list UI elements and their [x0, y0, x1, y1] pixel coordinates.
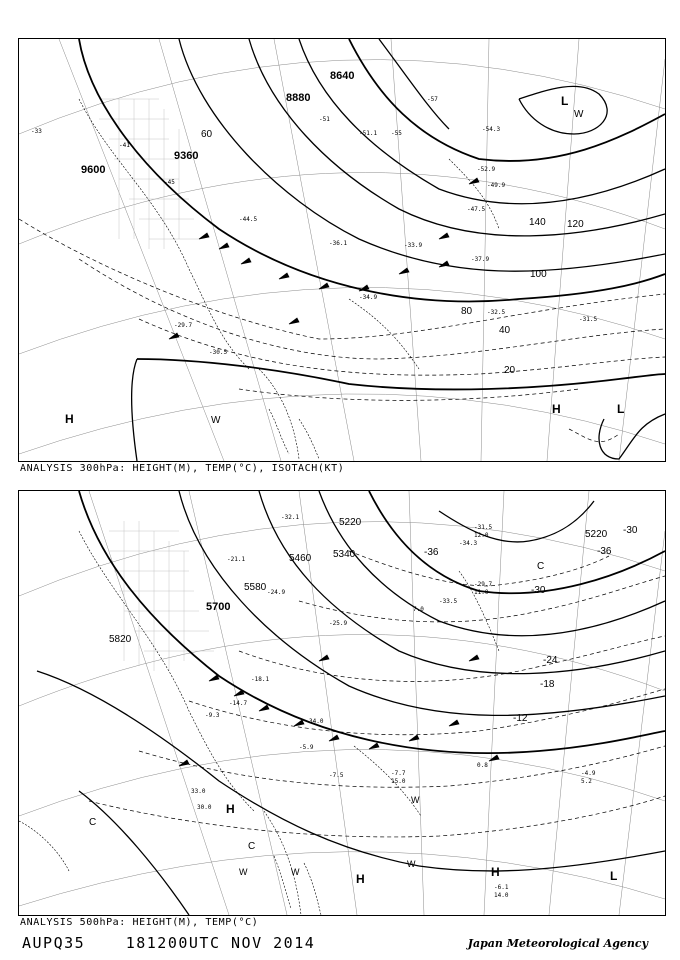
station-label: -21.1: [227, 556, 246, 563]
station-label: -24.9: [267, 589, 286, 596]
wind-barbs-300: [169, 178, 479, 339]
land-stipple-500: [109, 521, 214, 671]
station-label: 34.0: [309, 718, 324, 725]
temp-label: -51: [319, 116, 330, 123]
warm-marker: W: [239, 867, 248, 877]
station-label: 12.0: [474, 532, 489, 539]
station-label: -31.5: [474, 524, 493, 531]
temp-label: -34.9: [359, 294, 378, 301]
station-label: -32.1: [281, 514, 300, 521]
height-label-5700: 5700: [206, 601, 231, 613]
station-label: -33.5: [439, 598, 458, 605]
height-label-9360: 9360: [174, 150, 199, 162]
station-label: 5.2: [581, 778, 592, 785]
high-marker: H: [552, 402, 561, 416]
pressure-markers-500: [89, 561, 617, 886]
warm-marker: W: [407, 859, 416, 869]
station-label: 14.0: [494, 892, 509, 899]
height-label-5220: 5220: [585, 529, 608, 540]
high-marker: H: [491, 865, 500, 879]
station-label: -6.1: [494, 884, 509, 891]
height-label-5460: 5460: [289, 553, 312, 564]
temp-label: -45: [164, 179, 175, 186]
height-labels-300: [81, 70, 354, 176]
temp-label: -57: [427, 96, 438, 103]
map-500hpa-drawing: [19, 491, 665, 915]
temp-label: -31.5: [579, 316, 598, 323]
temp-contour-label: -36: [597, 546, 612, 557]
height-label-5580: 5580: [244, 582, 267, 593]
temp-label: -36.1: [329, 240, 348, 247]
temp-contour-label: -12: [513, 713, 528, 724]
station-label: -7.7: [391, 770, 406, 777]
valid-time: 181200UTC NOV 2014: [125, 934, 316, 952]
temp-contour-labels-500: [424, 525, 638, 724]
low-marker: L: [617, 402, 625, 416]
temp-label: -29.7: [174, 322, 193, 329]
cold-marker: C: [248, 841, 256, 852]
high-marker: H: [356, 872, 365, 886]
warm-marker: W: [211, 415, 221, 426]
low-marker: L: [561, 94, 569, 108]
temp-label: -33: [31, 128, 42, 135]
cold-marker: C: [89, 817, 97, 828]
height-label-5820: 5820: [109, 634, 132, 645]
station-label: 11.0: [474, 589, 489, 596]
panel-caption-300hpa: ANALYSIS 300hPa: HEIGHT(M), TEMP(°C), ISOTACH(KT): [20, 463, 345, 474]
height-contours-300: [79, 39, 665, 461]
high-marker: H: [65, 412, 74, 426]
map-panel-500hpa: [18, 490, 666, 916]
station-label: 7.0: [413, 606, 424, 613]
station-label: -25.9: [329, 620, 348, 627]
station-label: -5.9: [299, 744, 314, 751]
temp-contour-label: -24: [543, 655, 558, 666]
station-label: 0.8: [477, 762, 488, 769]
cold-marker: C: [537, 561, 545, 572]
map-panel-300hpa: [18, 38, 666, 462]
station-label: 15.0: [391, 778, 406, 785]
agency-credit: Japan Meteorological Agency: [467, 937, 648, 950]
height-label-5220: 5220: [339, 517, 362, 528]
height-label-5340: 5340: [333, 549, 356, 560]
height-label-8640: 8640: [330, 70, 355, 82]
chart-code: AUPQ35: [22, 934, 86, 952]
isotach-label-40: 40: [499, 325, 511, 336]
temp-label: -33.9: [404, 242, 423, 249]
wind-barbs-500: [179, 655, 499, 766]
temp-label: -52.9: [477, 166, 496, 173]
station-label: 33.0: [191, 788, 206, 795]
station-label: -18.1: [251, 676, 270, 683]
temp-label: -55: [391, 130, 402, 137]
isotach-label-120: 120: [567, 219, 584, 230]
temp-contours-500: [89, 551, 665, 837]
station-label: -9.3: [205, 712, 220, 719]
station-label: -14.7: [229, 700, 248, 707]
isotach-lines-300: [19, 219, 665, 442]
isotach-label-20: 20: [504, 365, 516, 376]
height-label-8880: 8880: [286, 92, 311, 104]
temp-label: -51.1: [359, 130, 378, 137]
warm-marker: W: [411, 795, 420, 805]
map-300hpa-drawing: [19, 39, 665, 461]
warm-marker: W: [291, 867, 300, 877]
low-marker: L: [610, 869, 618, 883]
temp-label: -41: [119, 142, 130, 149]
station-label: -4.9: [581, 770, 596, 777]
station-label: -34.3: [459, 540, 478, 547]
temp-label: -37.9: [471, 256, 490, 263]
chart-identifier: [22, 934, 345, 952]
station-label: 30.0: [197, 804, 212, 811]
isotach-label-140: 140: [529, 217, 546, 228]
panel-caption-500hpa: ANALYSIS 500hPa: HEIGHT(M), TEMP(°C): [20, 917, 259, 928]
station-label: -29.7: [474, 581, 493, 588]
temp-labels-300: [31, 96, 597, 356]
temp-label: -54.3: [482, 126, 501, 133]
isotach-label-100: 100: [530, 269, 547, 280]
isotach-label-80: 80: [461, 306, 473, 317]
warm-marker: W: [574, 109, 584, 120]
temp-contour-label: -18: [540, 679, 555, 690]
high-marker: H: [226, 802, 235, 816]
station-label: -7.5: [329, 772, 344, 779]
temp-contour-label: -36: [424, 547, 439, 558]
temp-label: -47.5: [467, 206, 486, 213]
temp-label: -30.5: [209, 349, 228, 356]
temp-label: -32.5: [487, 309, 506, 316]
isotach-label-60: 60: [201, 129, 213, 140]
temp-label: -44.5: [239, 216, 258, 223]
temp-label: -49.9: [487, 182, 506, 189]
temp-contour-label: -30: [531, 585, 546, 596]
temp-contour-label: -30: [623, 525, 638, 536]
coastline-300: [79, 99, 499, 459]
height-label-9600: 9600: [81, 164, 106, 176]
